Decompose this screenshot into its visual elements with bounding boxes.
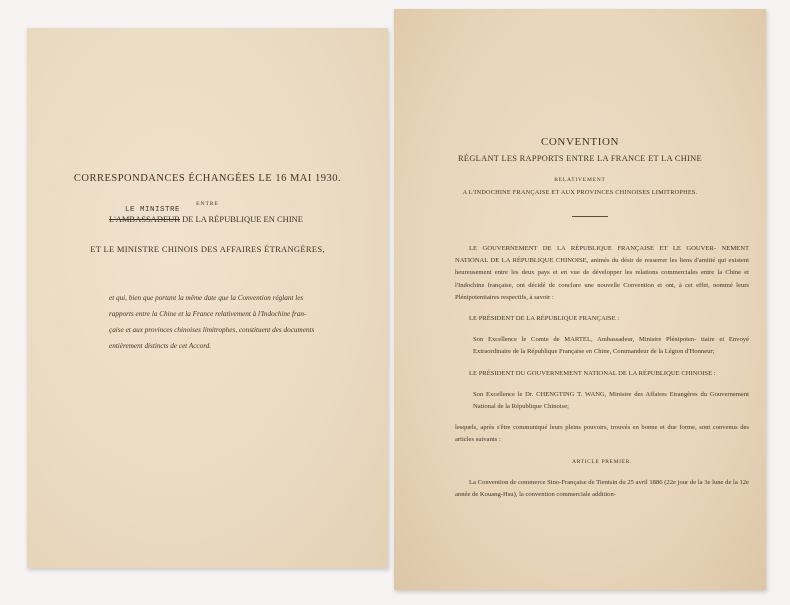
handwritten-correction: LE MINISTRE [125, 206, 181, 214]
intro-line: en vue de développer les relations commerciales entre la Chine et l'Indochine [455, 269, 749, 289]
convention-title: CONVENTION [540, 136, 620, 148]
wang-line: du Gouvernement National de la République Chinoise; [473, 390, 749, 411]
article-line: La Convention de commerce Sino-Française de Tientsin du 25 avril 1886 (22e jour [469, 478, 689, 486]
martel-line: Son Excellence le Comte de MARTEL, Ambassadeur, Ministre Plénipoten- [473, 336, 697, 344]
intro-line: nommé leurs Plénipotentiaires respectifs, à savoir : [455, 281, 750, 301]
president-france-heading: LE PRÉSIDENT DE LA RÉPUBLIQUE FRANÇAISE : [469, 315, 620, 323]
convention-relatively: RELATIVEMENT [554, 177, 606, 183]
convention-subtitle-2: A L'INDOCHINE FRANÇAISE ET AUX PROVINCES CHINOISES LIMITROPHES. [462, 189, 698, 196]
left-line-minister: ET LE MINISTRE CHINOIS DES AFFAIRES ÉTRANGÈRES, [90, 244, 325, 254]
martel-line: Commandeur de la Légion d'Honneur; [612, 348, 715, 356]
lesquels-line: lesquels, après s'être communiqué leurs pleins pouvoirs, trouvés en bonne et [455, 424, 665, 432]
left-para-line: entièrement distincts de cet Accord. [109, 342, 212, 350]
martel-paragraph [455, 334, 749, 358]
intro-line: resserrer les liens d'amitié qui existent heureusement entre les deux pays et [455, 257, 749, 277]
left-para-line: et qui, bien que portant la même date que la Convention réglant les [109, 294, 304, 302]
wang-paragraph [455, 389, 749, 413]
martel-line: tiaire et Envoyé Extraordinaire de la République Française en Chine, [473, 336, 749, 356]
intro-paragraph [455, 243, 749, 304]
intro-line: française, ont décidé de conclure une nouvelle Convention et ont, à cet effet, [487, 281, 710, 289]
right-document-sheet [394, 9, 766, 590]
left-para-line: rapports entre la Chine et la France relativement à l'Indochine fran- [109, 310, 307, 318]
article-line: de la 3e lune de la 12e année de Kouang-Hsu), la convention commerciale addition- [455, 478, 749, 499]
left-entre: ENTRE [196, 201, 219, 207]
left-document-sheet [27, 28, 388, 568]
left-para-line: çaise et aux provinces chinoises limitrophes, constituent des documents [109, 326, 315, 334]
divider-rule [572, 216, 608, 217]
left-paragraph [109, 290, 377, 354]
intro-line: NEMENT NATIONAL DE LA RÉPUBLIQUE CHINOISE, animés du désir de [455, 245, 750, 265]
left-line-ambassador [109, 214, 303, 224]
lesquels-line: due forme, sont convenus des articles suivants : [455, 424, 749, 444]
left-title: CORRESPONDANCES ÉCHANGÉES LE 16 MAI 1930. [73, 173, 342, 184]
lesquels-paragraph [455, 422, 749, 446]
convention-subtitle: RÉGLANT LES RAPPORTS ENTRE LA FRANCE ET LA CHINE [458, 154, 702, 163]
intro-line: LE GOUVERNEMENT DE LA RÉPUBLIQUE FRANÇAISE ET LE GOUVER- [469, 245, 717, 252]
article-paragraph [455, 477, 749, 501]
president-china-heading: LE PRÉSIDENT DU GOUVERNEMENT NATIONAL DE LA RÉPUBLIQUE CHINOISE : [469, 369, 716, 377]
convention-body [455, 243, 749, 510]
struck-word: L'AMBASSADEUR [109, 214, 180, 224]
left-line1-rest: DE LA RÉPUBLIQUE EN CHINE [179, 214, 303, 224]
article-heading: ARTICLE PREMIER. [572, 458, 632, 465]
wang-line: Son Excellence le Dr. CHENGTING T. WANG, Ministre des Affaires Etrangères [473, 390, 698, 398]
